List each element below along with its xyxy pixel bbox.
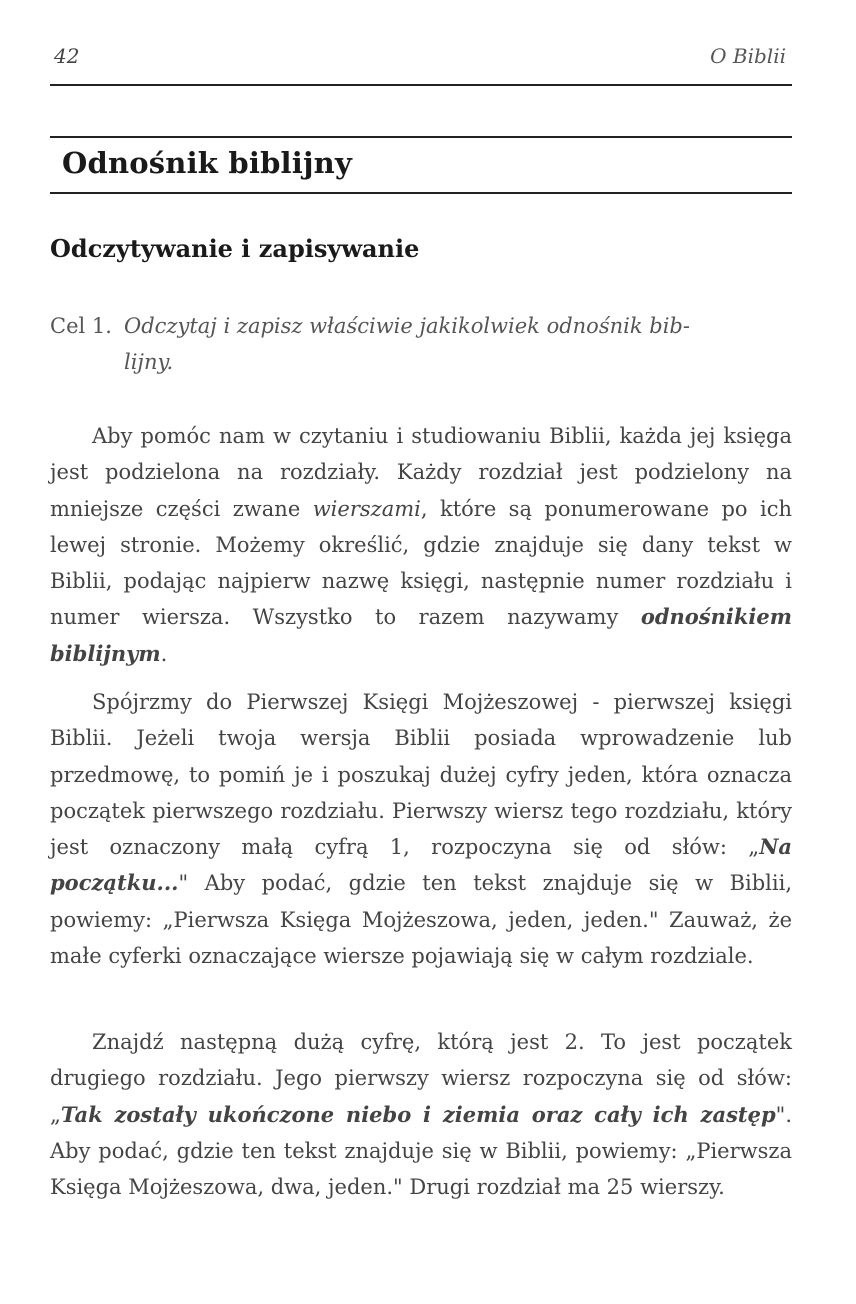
goal-text-line-2: lijny. [124,350,174,374]
paragraph-1-part-3: . [160,641,168,666]
paragraph-1 [50,418,792,672]
goal-label: Cel 1. [50,314,112,338]
paragraph-1-part-1: Aby pomóc nam w czytaniu i studiowaniu Biblii, każda jej księga jest podzielona na rozdziały. Każdy rozdział jest podzielony na mniejsze części zwane [50,424,792,521]
book-page [50,38,792,1200]
paragraph-3-part-1: Znajdź następną dużą cyfrę, którą jest 2. To jest początek drugiego rozdziału. Jego pierwszy wiersz rozpoczyna się od słów: „ [50,1030,792,1127]
goal-block [50,308,792,380]
heading-rule-bottom [50,192,792,194]
paragraph-3-part-2: ". Aby podać, gdzie ten tekst znajduje się w Biblii, powiemy: „Pierwsza Księga Mojżeszowa, dwa, jeden." Drugi rozdział ma 25 wierszy. [50,1102,792,1200]
term-wierszami: wierszami [312,496,421,521]
paragraph-2 [50,684,792,974]
section-title: Odnośnik biblijny [62,146,353,180]
paragraph-3 [50,1024,792,1205]
running-head [50,38,792,78]
running-title: O Biblii [710,44,786,68]
section-subtitle: Odczytywanie i zapisywanie [50,234,420,263]
paragraph-1-part-2: , które są ponumerowane po ich lewej stronie. Możemy określić, gdzie znajduje się dany tekst w Biblii, podając najpierw nazwę księgi, następnie numer rozdziału i numer wiersza. Wszystko to razem nazywamy [50,496,792,630]
quote-tak-zostaly: Tak zostały ukończone niebo i ziemia oraz cały ich zastęp [60,1101,776,1127]
header-rule [50,84,792,86]
term-odnosnik-biblijny: odnośnikiem biblijnym [50,604,792,666]
paragraph-2-part-1: Spójrzmy do Pierwszej Księgi Mojżeszowej - pierwszej księgi Biblii. Jeżeli twoja wersja Biblii posiada wprowadzenie lub przedmowę, to pomiń je i poszukaj dużej cyfry jeden, która oznacza początek pierwszego rozdziału. Pierwszy wiersz tego rozdziału, który jest oznaczony małą cyfrą 1, rozpoczyna się od słów: „ [50,690,792,860]
goal-text-line-1: Odczytaj i zapisz właściwie jakikolwiek odnośnik bib- [124,314,690,338]
paragraph-2-part-2: " Aby podać, gdzie ten tekst znajduje się w Biblii, powiemy: „Pierwsza Księga Mojżeszowa, jeden, jeden." Zauważ, że małe cyferki oznaczające wiersze pojawiają się w całym rozdziale. [50,871,792,969]
heading-rule-top [50,136,792,138]
goal-row-1 [50,308,792,344]
section-heading [50,126,792,198]
quote-na-poczatku: Na początku... [50,834,792,896]
page-number: 42 [54,44,80,68]
